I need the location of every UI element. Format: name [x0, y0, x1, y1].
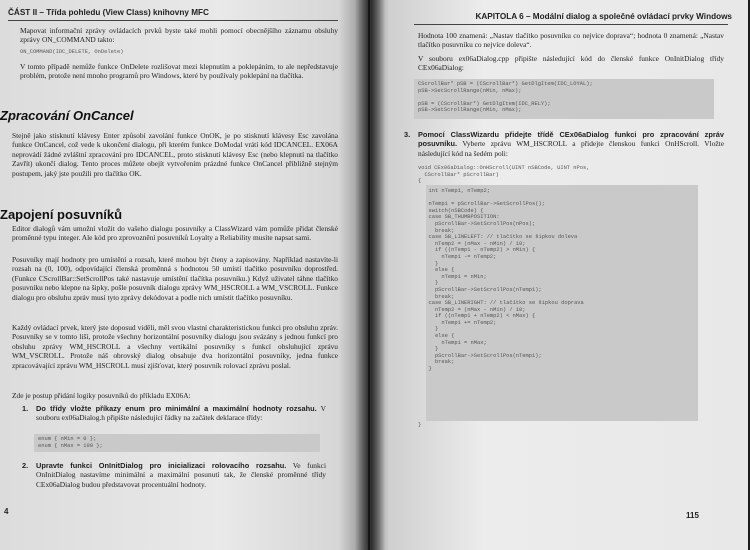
oncancel-paragraph: Stejně jako stisknutí klávesy Enter způsobí zavolání funkce OnOK, je po stisknutí klávesy Esc zavolána funkce OnCancel, což vede k ukončení dialogu, při kterém funkce DoModal vrátí kód IDCANCEL. EX06A neprovádí žádné zvláštní zpracování pro IDCANCEL, proto stisknutí klávesy Esc (nebo klepnutí na tlačítko Zavřít) ukončí dialog. Tento proces můžete obejít vytvořením prázdné funkce OnCancel přibližně stejným postupem, jaký jste použili pro tlačítko OK.	[12, 131, 338, 178]
step-2	[36, 461, 326, 489]
scrollbars-paragraph-3: Každý ovládací prvek, který jste doposud viděli, měl svou vlastní charakteristickou funkci pro obsluhu zpráv. Posuvníky se v tomto liší, protože všechny horizontální posuvníky dialogu jsou svázány s jednou funkcí pro obsluhu zprávy WM_HSCROLL a všechny vertikální posuvníky s funkcí obsluhující zprávu WM_VSCROLL. Protože náš obrovský dialog obsahuje dva horizontální posuvníky, jedna funkce zpracovávající zprávu WM_HSCROLL musí zjišťovat, který posuvník rolovací zprávu poslal.	[12, 323, 338, 370]
onhscroll-signature: void CEx06aDialog::OnHScroll(UINT nSBCode, UINT nPos, CScrollBar* pScrollBar) {	[418, 165, 590, 185]
left-page	[0, 0, 368, 550]
scrollbars-paragraph-1: Editor dialogů vám umožní vložit do vašeho dialogu posuvníky a ClassWizard vám pomůže přidat členské proměnné typu integer. Ale kód pro zprovoznění posuvníků Loyalty a Reliability musíte napsat sami.	[12, 224, 338, 243]
running-header: ČÁST II – Třída pohledu (View Class) knihovny MFC	[8, 8, 209, 17]
oninitdialog-code: CScrollBar* pSB = (CScrollBar*) GetDlgItem(IDC_LOYAL); pSB->SetScrollRange(nMin, nMax); pSB = (CScrollBar*) GetDlgItem(IDC_RELY); pSB->SetScrollRange(nMin, nMax);	[418, 81, 593, 114]
intro-paragraph: Mapovat informační zprávy ovládacích prvků byste také mohli pomocí obecnějšího záznamu obsluhy zprávy ON_COMMAND takto:	[20, 26, 338, 45]
scrollbars-paragraph-2: Posuvníky mají hodnoty pro umístění a rozsah, které mohou být čteny a zapisovány. Například nastavíte-li rozsah na (0, 100), odpovídající členská proměnná s hodnotou 50 umístí tlačítko posuvníku doprostřed. (Funkce CScrollBar::SetScrollPos také nastavuje umístění tlačítka posuvníku.) Když uživatel táhne tlačítko posuvníku nebo klepne na šipky, pošle posuvník dialogu zprávy WM_HSCROLL a WM_VSCROLL. Funkce dialogu pro obsluhu zpráv musí tyto zprávy dekódovat a podle nich umístit tlačítko posuvníku.	[12, 255, 338, 302]
step-2-title: Upravte funkci OnInitDialog pro inicializaci rolovacího rozsahu.	[36, 461, 287, 470]
book-spine	[355, 0, 385, 550]
paragraph: V tomto případě nemůže funkce OnDelete rozlišovat mezi klepnutím a poklepáním, to ale nepředstavuje problém, protože není mnoho programů pro Windows, které by používaly poklepání na tlačítka.	[20, 62, 338, 81]
right-page	[370, 0, 748, 550]
step-number: 2.	[22, 461, 29, 470]
step-1	[36, 404, 326, 423]
step-3-text: Vyberte zprávu WM_HSCROLL a přidejte členskou funkci OnHScroll. Vložte následující kód na šedém poli:	[418, 139, 724, 158]
header-rule	[414, 24, 728, 25]
page-number: 115	[686, 511, 699, 520]
step-1-text: V souboru ex06aDialog.h připište následující řádky na začátek deklarace třídy:	[36, 404, 326, 423]
paragraph: V souboru ex06aDialog.cpp připište následující kód do členské funkce OnInitDialog třídy CEx06aDialog:	[418, 54, 724, 73]
step-3	[418, 130, 724, 158]
step-2-text: Ve funkci OnInitDialog nastavíme minimální a maximální posunutí tak, že členské proměnné třídy CEx06aDialog budou představovat procentuální hodnoty.	[36, 461, 327, 489]
section-heading-scrollbars: Zapojení posuvníků	[0, 207, 123, 222]
onhscroll-code: int nTemp1, nTemp2; nTemp1 = pScrollBar->GetScrollPos(); switch(nSBCode) { case SB_THUMBPOSITION: pScrollBar->SetScrollPos(nPos); break; case SB_LINELEFT: // tlačítko se šipkou doleva nTemp2 = (nMax - nMin) / 10; if ((nTemp1 - nTemp2) > nMin) { nTemp1 -= nTemp2; } else { nTemp1 = nMin; } pScrollBar->SetScrollPos(nTemp1); break; case SB_LINERIGHT: // tlačítko se šipkou doprava nTemp2 = (nMax - nMin) / 10; if ((nTemp1 + nTemp2) < nMax) { nTemp1 += nTemp2; } else { nTemp1 = nMax; } pScrollBar->SetScrollPos(nTemp1); break; }	[428, 188, 584, 373]
enum-code: enum { nMin = 0 }; enum { nMax = 100 };	[38, 436, 103, 449]
running-header: KAPITOLA 6 – Modální dialog a společné ovládací prvky Windows	[475, 12, 732, 21]
page-number: 4	[4, 507, 9, 516]
step-1-title: Do třídy vložte příkazy enum pro minimální a maximální hodnoty rozsahu.	[36, 404, 317, 413]
step-3-title: Pomocí ClassWizardu přidejte třídě CEx06aDialog funkci pro zpracování zpráv posuvníku.	[418, 130, 724, 149]
step-number: 1.	[22, 404, 29, 413]
intro-code: ON_COMMAND(IDC_DELETE, OnDelete)	[20, 49, 124, 55]
scrollbars-paragraph-4: Zde je postup přidání logiky posuvníků do příkladu EX06A:	[12, 391, 191, 400]
code-closing-brace: }	[418, 422, 422, 428]
step-number: 3.	[404, 130, 411, 139]
header-rule	[8, 20, 338, 21]
section-heading-oncancel: Zpracování OnCancel	[0, 108, 134, 123]
paragraph: Hodnota 100 znamená: „Nastav tlačítko posuvníku co nejvíce doprava“; hodnota 0 znamená: „Nastav tlačítko posuvníku co nejvíce doleva“.	[418, 31, 724, 50]
